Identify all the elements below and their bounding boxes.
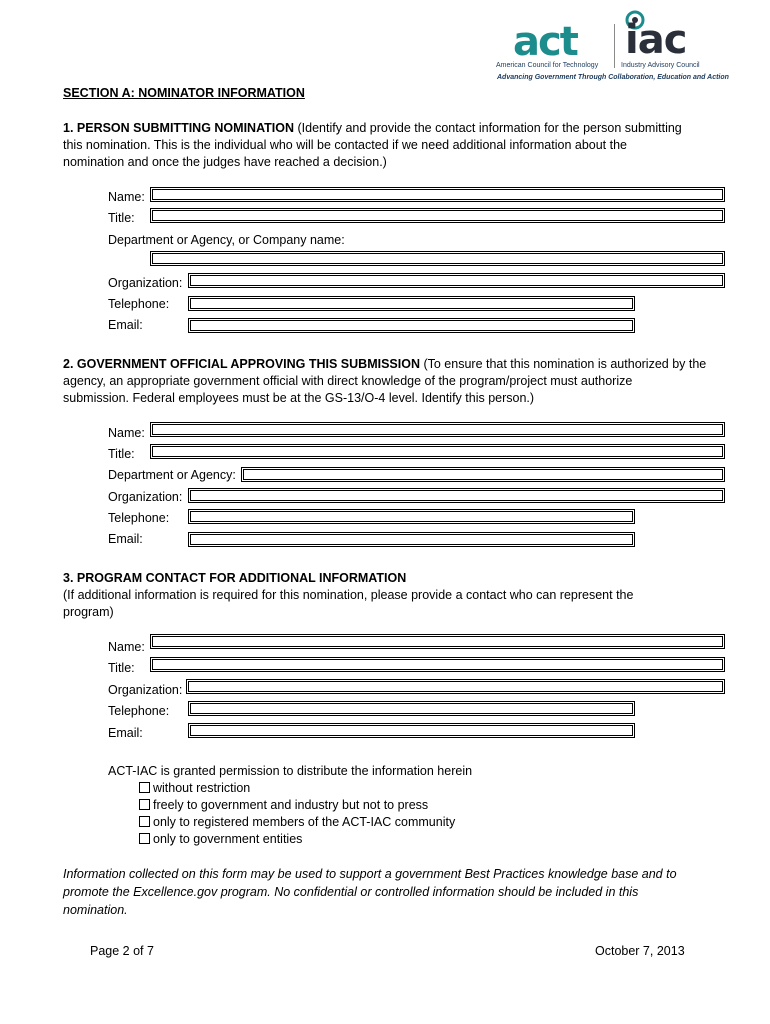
- p3-org-label: Organization:: [108, 683, 183, 697]
- p1-email-label: Email:: [108, 318, 143, 332]
- p1-org-field[interactable]: [188, 273, 725, 288]
- p2-title-field[interactable]: [150, 444, 725, 459]
- permission-checkbox-1[interactable]: [139, 782, 150, 793]
- p2-dept-label: Department or Agency:: [108, 468, 236, 482]
- p2-email-label: Email:: [108, 532, 143, 546]
- p2-title-label: Title:: [108, 447, 135, 461]
- footer-date: October 7, 2013: [595, 944, 685, 958]
- part1-desc-line3: nomination and once the judges have reached a decision.): [63, 155, 387, 169]
- permission-checkbox-2[interactable]: [139, 799, 150, 810]
- p3-email-label: Email:: [108, 726, 143, 740]
- p2-org-field[interactable]: [188, 488, 725, 503]
- p2-dept-field[interactable]: [241, 467, 725, 482]
- permission-intro: ACT-IAC is granted permission to distribute the information herein: [108, 764, 473, 778]
- permission-option-2: freely to government and industry but not to press: [153, 798, 429, 812]
- p1-title-field[interactable]: [150, 208, 725, 223]
- part3-desc-line1: (If additional information is required for this nomination, please provide a contact who can represent the: [63, 588, 634, 602]
- p3-name-field[interactable]: [150, 634, 725, 649]
- part1-desc-line2: this nomination. This is the individual who will be contacted if we need additional information about the: [63, 138, 627, 152]
- p1-dept-field[interactable]: [150, 251, 725, 266]
- p1-dept-label: Department or Agency, or Company name:: [108, 233, 345, 247]
- disclaimer-line3: nomination.: [63, 903, 128, 917]
- part2-desc-line2: agency, an appropriate government official with direct knowledge of the program/project must authorize: [63, 374, 633, 388]
- disclaimer-line1: Information collected on this form may be used to support a government Best Practices knowledge base and to: [63, 867, 677, 881]
- logo-divider: [614, 24, 615, 68]
- p1-title-label: Title:: [108, 211, 135, 225]
- p1-name-field[interactable]: [150, 187, 725, 202]
- p3-name-label: Name:: [108, 640, 145, 654]
- p3-phone-label: Telephone:: [108, 704, 170, 718]
- p1-phone-label: Telephone:: [108, 297, 170, 311]
- p3-phone-field[interactable]: [188, 701, 635, 716]
- p2-email-field[interactable]: [188, 532, 635, 547]
- act-logo-text: act: [513, 19, 577, 65]
- p2-name-label: Name:: [108, 426, 145, 440]
- part2-desc-line3: submission. Federal employees must be at the GS-13/O-4 level. Identify this person.): [63, 391, 535, 405]
- act-caption: American Council for Technology: [496, 62, 599, 69]
- p1-name-label: Name:: [108, 190, 145, 204]
- p1-phone-field[interactable]: [188, 296, 635, 311]
- p1-org-label: Organization:: [108, 276, 183, 290]
- p2-name-field[interactable]: [150, 422, 725, 437]
- permission-checkbox-3[interactable]: [139, 816, 150, 827]
- part2-heading: 2. GOVERNMENT OFFICIAL APPROVING THIS SUBMISSION: [63, 357, 420, 371]
- iac-logo-text: iac: [625, 17, 687, 63]
- p2-phone-field[interactable]: [188, 509, 635, 524]
- disclaimer-line2: promote the Excellence.gov program. No confidential or controlled information should be included in this: [63, 885, 639, 899]
- p2-phone-label: Telephone:: [108, 511, 170, 525]
- permission-option-3: only to registered members of the ACT-IAC community: [153, 815, 456, 829]
- part3-heading: 3. PROGRAM CONTACT FOR ADDITIONAL INFORMATION: [63, 571, 407, 585]
- part3-desc-line2: program): [63, 605, 114, 619]
- permission-option-1: without restriction: [153, 781, 251, 795]
- part2-desc-line1: 2. GOVERNMENT OFFICIAL APPROVING THIS SUBMISSION (To ensure that this nomination is authorized by the: [63, 357, 707, 371]
- logo-tagline: Advancing Government Through Collaboration, Education and Action: [497, 74, 729, 81]
- p3-email-field[interactable]: [188, 723, 635, 738]
- p1-email-field[interactable]: [188, 318, 635, 333]
- p3-org-field[interactable]: [186, 679, 725, 694]
- p3-title-field[interactable]: [150, 657, 725, 672]
- p2-org-label: Organization:: [108, 490, 183, 504]
- section-title: SECTION A: NOMINATOR INFORMATION: [63, 86, 305, 100]
- iac-caption: Industry Advisory Council: [621, 62, 700, 69]
- part1-heading: 1. PERSON SUBMITTING NOMINATION: [63, 121, 295, 135]
- page-number: Page 2 of 7: [90, 944, 154, 958]
- p3-title-label: Title:: [108, 661, 135, 675]
- permission-checkbox-4[interactable]: [139, 833, 150, 844]
- part1-desc-line1: 1. PERSON SUBMITTING NOMINATION (Identify and provide the contact information for the person submitting: [63, 121, 682, 135]
- permission-option-4: only to government entities: [153, 832, 303, 846]
